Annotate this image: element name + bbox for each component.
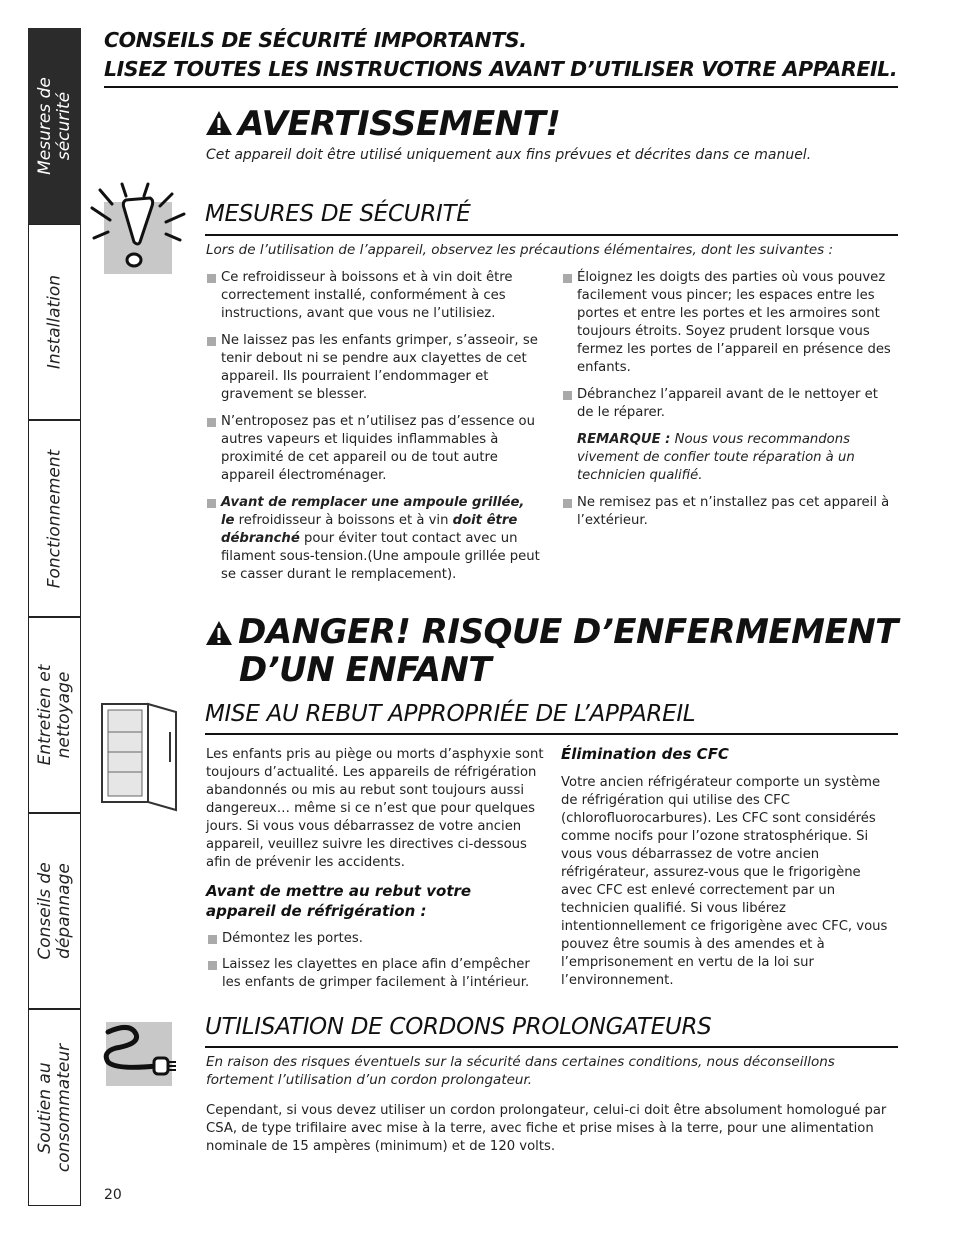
cfc-paragraph: Votre ancien réfrigérateur comporte un système de réfrigération qui utilise des CFC (chlorofluorocarbures). Les CFC sont considérés comme nocifs pour l’ozone stratosphérique. Si vous vous débarrassez de votre ancien réfrigérateur, assurez-vous que le frigorigène avec CFC est enlevé correctement par un technicien qualifié. Si vous libérez intentionnellement ce frigorigène avec CFC, vous pouvez être soumis à des amendes et à l’emprisonement en vertu de la loi sur l’environnement.: [561, 775, 888, 988]
tab-soutien-au-consommateur[interactable]: [28, 1009, 81, 1206]
tab-label: Soutien au consommateur: [34, 1043, 74, 1172]
bulb-bold-1: Avant de remplacer une ampoule grillée, le: [221, 495, 525, 528]
tab-entretien-et-nettoyage[interactable]: [28, 617, 81, 813]
safety-intro: Lors de l’utilisation de l’appareil, observez les précautions élémentaires, dont les suivantes :: [206, 242, 834, 258]
danger-line-2: D’UN ENFANT: [239, 650, 492, 690]
safety-left-list: [205, 269, 540, 593]
tab-label: Fonctionnement: [44, 449, 64, 588]
tab-installation[interactable]: [28, 224, 81, 420]
warning-triangle-icon: [205, 110, 233, 136]
side-navigation: [28, 28, 83, 1206]
bulb-text-1: refroidisseur à boissons et à vin: [234, 513, 453, 528]
cords-rule: [205, 1046, 898, 1048]
warning-subtitle: Cet appareil doit être utilisé uniquement aux fins prévues et décrites dans ce manuel.: [206, 147, 812, 163]
disposal-list: [206, 930, 544, 992]
tab-label: Mesures de sécurité: [34, 77, 74, 175]
tab-mesures-de-securite[interactable]: [28, 28, 81, 224]
cords-title: UTILISATION DE CORDONS PROLONGATEURS: [205, 1014, 712, 1040]
exclamation-icon: [88, 180, 188, 276]
warning-triangle-icon: [205, 620, 233, 646]
list-item: Ne remisez pas et n’installez pas cet appareil à l’extérieur.: [561, 494, 891, 530]
page-number: 20: [104, 1187, 122, 1203]
disposal-right-column: [561, 744, 894, 990]
disposal-left-column: [206, 746, 544, 1001]
note-text: Nous vous recommandons vivement de confier toute réparation à un technicien qualifié.: [577, 432, 855, 483]
tab-fonctionnement[interactable]: [28, 420, 81, 617]
note: [561, 431, 891, 485]
disposal-rule: [205, 733, 898, 735]
bulb-bold-2: doit être débranché: [221, 513, 518, 546]
cords-intro: En raison des risques éventuels sur la sécurité dans certaines conditions, nous déconseillons fortement l’utilisation d’un cordon prolongateur.: [206, 1054, 835, 1088]
cords-paragraph: Cependant, si vous devez utiliser un cordon prolongateur, celui-ci doit être absolument homologué par CSA, de type trifilaire avec mise à la terre, avec fiche et prise mises à la terre, pour une alimentation nominale de 15 ampères (minimum) et de 120 volts.: [206, 1103, 887, 1154]
header-line-2: LISEZ TOUTES LES INSTRUCTIONS AVANT D’UTILISER VOTRE APPAREIL.: [104, 57, 898, 81]
disposal-paragraph: Les enfants pris au piège ou morts d’asphyxie sont toujours d’actualité. Les appareils de réfrigération abandonnés ou mis au rebut sont toujours aussi dangereux… même si ce n’est que pour quelques jours. Si vous vous débarrassez de votre ancien appareil, veuillez suivre les directives ci-dessous afin de prévenir les accidents.: [206, 747, 544, 870]
refrigerator-icon: [100, 702, 182, 814]
list-item: Débranchez l’appareil avant de le nettoyer et de le réparer.: [561, 386, 891, 422]
header-rule: [104, 86, 898, 88]
list-item: N’entroposez pas et n’utilisez pas d’essence ou autres vapeurs et liquides inflammables à proximité de cet appareil ou de tout autre appareil électroménager.: [205, 413, 540, 485]
disposal-title: MISE AU REBUT APPROPRIÉE DE L’APPAREIL: [205, 701, 696, 727]
disposal-subhead: Avant de mettre au rebut votre appareil de réfrigération :: [206, 882, 472, 920]
tab-label: Entretien et nettoyage: [34, 664, 74, 766]
note-label: REMARQUE :: [577, 432, 671, 447]
list-item-bulb: [205, 494, 540, 584]
bulb-text-2: pour éviter tout contact avec un filament sous-tension.(Une ampoule grillée peut se casser durant le remplacement).: [221, 531, 540, 582]
list-item: Ne laissez pas les enfants grimper, s’asseoir, se tenir debout ni se pendre aux clayettes de cet appareil. Ils pourraient l’endommager et gravement se blesser.: [205, 332, 540, 404]
tab-label: Conseils de dépannage: [34, 862, 74, 960]
safety-right-list: [561, 269, 891, 539]
warning-heading: [205, 104, 560, 144]
cord-icon: [100, 1018, 180, 1088]
header-line-1: CONSEILS DE SÉCURITÉ IMPORTANTS.: [104, 28, 527, 52]
tab-label: Installation: [44, 274, 64, 370]
danger-heading: [205, 612, 898, 652]
list-item: Démontez les portes.: [206, 930, 544, 948]
danger-line-1: DANGER! RISQUE D’ENFERMEMENT: [238, 612, 898, 652]
cfc-title: Élimination des CFC: [561, 745, 729, 763]
safety-title: MESURES DE SÉCURITÉ: [205, 201, 471, 227]
list-item: Éloignez les doigts des parties où vous pouvez facilement vous pincer; les espaces entre les portes et entre les portes et les armoires sont toujours étroits. Soyez prudent lorsque vous fermez les portes de l’appareil en présence des enfants.: [561, 269, 891, 377]
tab-conseils-de-depannage[interactable]: [28, 813, 81, 1009]
safety-rule: [205, 234, 898, 236]
list-item: Laissez les clayettes en place afin d’empêcher les enfants de grimper facilement à l’intérieur.: [206, 956, 544, 992]
list-item: Ce refroidisseur à boissons et à vin doit être correctement installé, conformément à ces instructions, avant que vous ne l’utilisiez.: [205, 269, 540, 323]
warning-title: AVERTISSEMENT!: [238, 104, 561, 144]
